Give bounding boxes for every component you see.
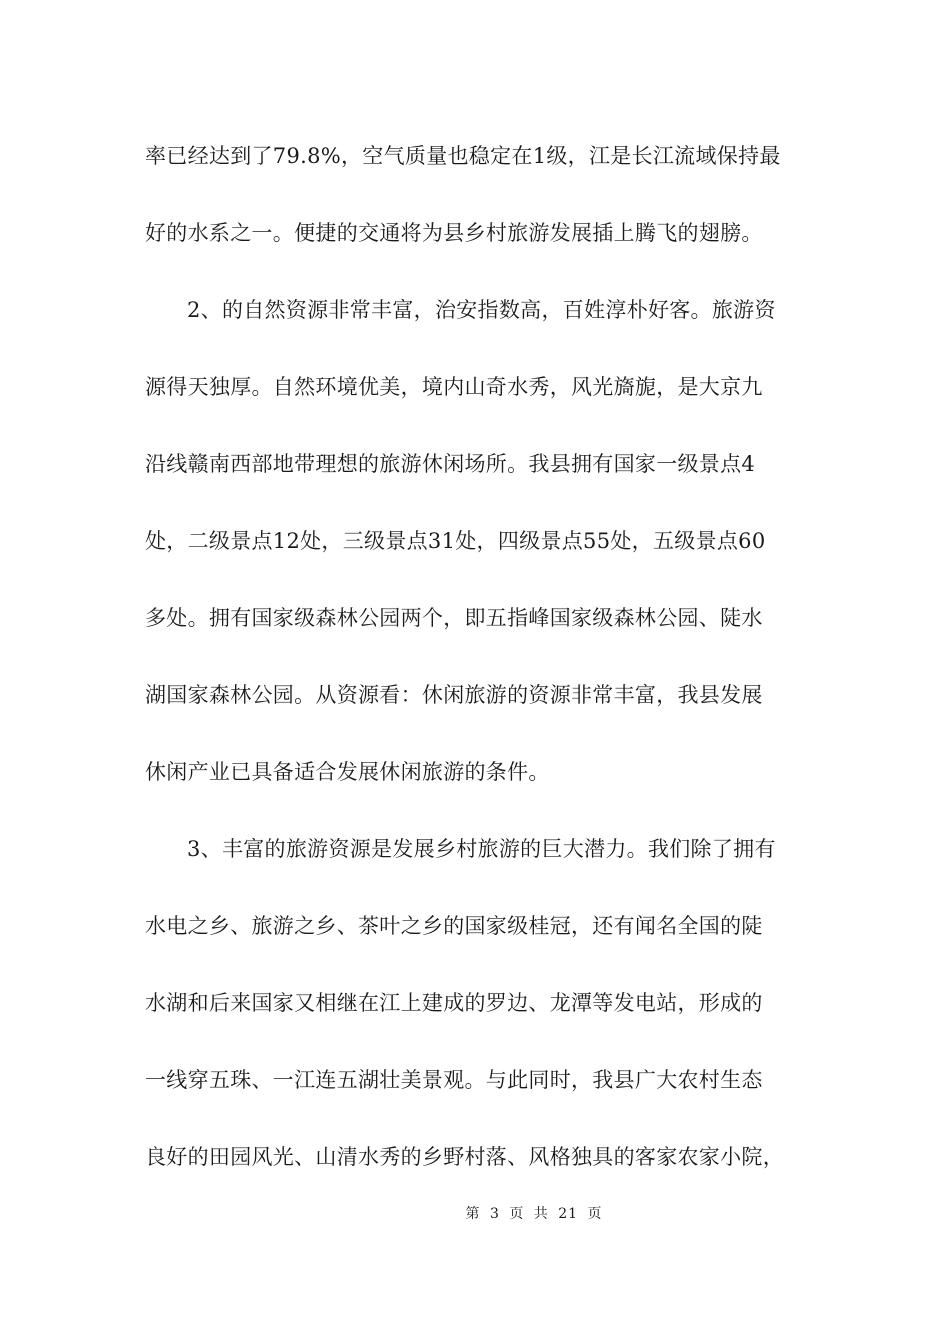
document-body (145, 134, 825, 1212)
text-line: 一线穿五珠、一江连五湖壮美景观。与此同时，我县广大农村生态 (145, 1068, 763, 1092)
text-line: 水电之乡、旅游之乡、茶叶之乡的国家级桂冠，还有闻名全国的陡 (145, 914, 763, 938)
text-line-paragraph-start: 3、丰富的旅游资源是发展乡村旅游的巨大潜力。我们除了拥有 (187, 837, 776, 861)
text-line: 湖国家森林公园。从资源看：休闲旅游的资源非常丰富，我县发展 (145, 683, 763, 707)
footer-total-pages: 21 (558, 1206, 579, 1222)
page-number-footer (0, 1203, 950, 1223)
text-line: 源得天独厚。自然环境优美，境内山奇水秀，风光旖旎，是大京九 (145, 375, 763, 399)
text-line: 水湖和后来国家又相继在江上建成的罗边、龙潭等发电站，形成的 (145, 991, 763, 1015)
footer-total-word: 共 (533, 1206, 549, 1222)
footer-page-word: 页 (509, 1206, 525, 1222)
footer-suffix: 页 (587, 1206, 603, 1222)
text-line: 处，二级景点12处，三级景点31处，四级景点55处，五级景点60 (145, 529, 766, 553)
text-line: 好的水系之一。便捷的交通将为县乡村旅游发展插上腾飞的翅膀。 (145, 221, 763, 245)
text-line: 休闲产业已具备适合发展休闲旅游的条件。 (145, 760, 550, 784)
text-line-paragraph-start: 2、的自然资源非常丰富，治安指数高，百姓淳朴好客。旅游资 (187, 298, 776, 322)
text-line: 率已经达到了79.8%，空气质量也稳定在1级，江是长江流域保持最 (145, 144, 781, 168)
text-line: 沿线赣南西部地带理想的旅游休闲场所。我县拥有国家一级景点4 (145, 452, 756, 476)
text-line: 多处。拥有国家级森林公园两个，即五指峰国家级森林公园、陡水 (145, 606, 763, 630)
text-line: 良好的田园风光、山清水秀的乡野村落、风格独具的客家农家小院， (145, 1145, 784, 1169)
footer-current-page: 3 (489, 1206, 500, 1222)
footer-prefix: 第 (465, 1206, 481, 1222)
